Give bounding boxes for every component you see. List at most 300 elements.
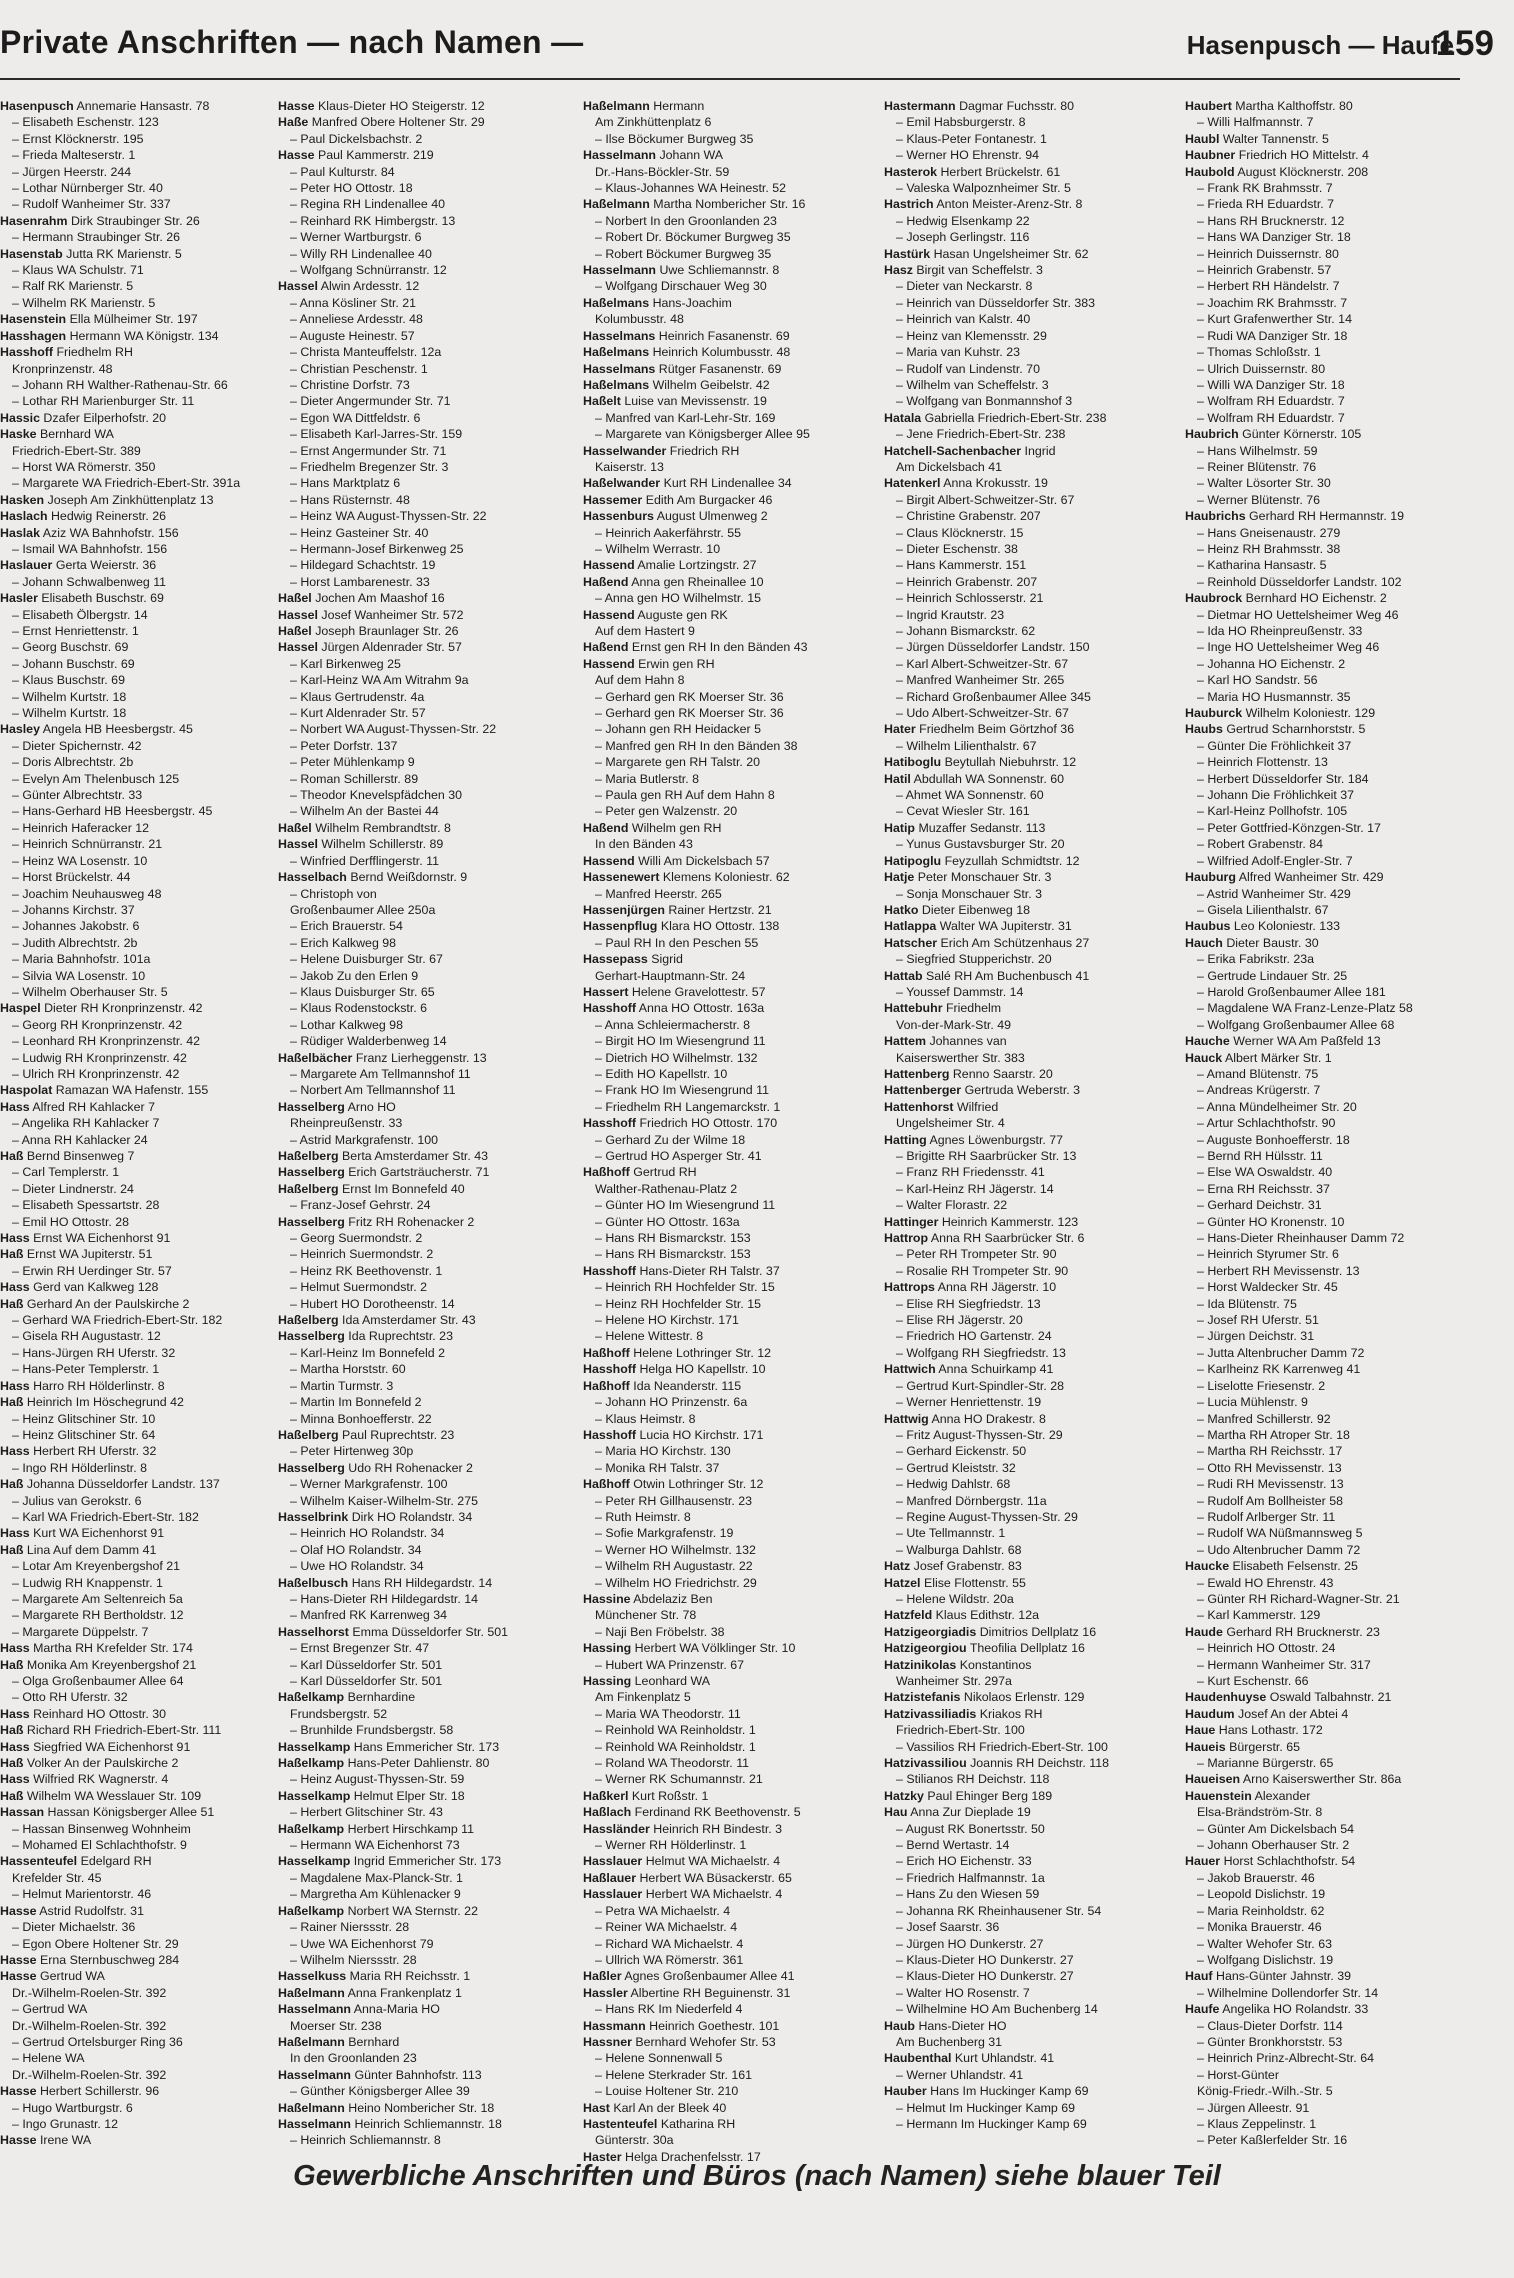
- directory-subentry: – Sofie Markgrafenstr. 19: [595, 1526, 734, 1541]
- entry-details: Josef Grabenstr. 83: [913, 1559, 1022, 1574]
- directory-entry: [884, 1607, 1176, 1623]
- directory-subentry: – Hugo Wartburgstr. 6: [12, 2100, 133, 2115]
- directory-subentry: – Hans Marktplatz 6: [290, 476, 401, 491]
- directory-subentry: Krefelder Str. 45: [12, 1870, 102, 1885]
- directory-entry: [278, 836, 570, 852]
- directory-subentry: – Gertrud WA: [12, 2002, 88, 2017]
- directory-subentry: – Jakob Zu den Erlen 9: [290, 968, 419, 983]
- entry-details: Abdelaziz Ben: [633, 1591, 713, 1606]
- directory-subentry: Ungelsheimer Str. 4: [896, 1116, 1005, 1131]
- entry-details: Willi Am Dickelsbach 57: [638, 853, 770, 868]
- directory-subentry: – Helmut Im Huckinger Kamp 69: [896, 2100, 1076, 2115]
- surname: Hattenberg: [884, 1066, 950, 1081]
- entry-details: Feyzullah Schmidtstr. 12: [944, 853, 1080, 868]
- surname: Hasse: [278, 148, 315, 163]
- directory-subentry: – Ullrich WA Römerstr. 361: [595, 1952, 744, 1967]
- directory-entry: [583, 1345, 875, 1361]
- directory-subentry: – Wilhelm Kaiser-Wilhelm-Str. 275: [290, 1493, 478, 1508]
- directory-subentry: – Peter Mühlenkamp 9: [290, 755, 415, 770]
- directory-subentry: – Heinz RH Hochfelder Str. 15: [595, 1296, 761, 1311]
- entry-details: Reinhard HO Ottostr. 30: [33, 1706, 166, 1721]
- entry-details: Hans-Dieter RH Talstr. 37: [639, 1263, 780, 1278]
- directory-entry: [0, 328, 292, 344]
- surname: Hassend: [583, 558, 635, 573]
- directory-entry: [884, 935, 1176, 951]
- directory-subentry: – Gertrud HO Asperger Str. 41: [595, 1149, 762, 1163]
- directory-subentry: – Hans RH Bismarckstr. 153: [595, 1231, 751, 1246]
- directory-subentry: – Friedrich Halfmannstr. 1a: [896, 1870, 1045, 1885]
- directory-subentry: – Josef RH Uferstr. 51: [1197, 1313, 1319, 1328]
- entry-details: Martha RH Krefelder Str. 174: [33, 1641, 193, 1656]
- directory-subentry: – Werner Markgrafenstr. 100: [290, 1477, 448, 1492]
- entry-details: Luise van Mevissenstr. 19: [624, 394, 767, 409]
- directory-subentry: – Heinz WA Losenstr. 10: [12, 853, 148, 868]
- directory-subentry: – Peter Gottfried-Könzgen-Str. 17: [1197, 820, 1381, 835]
- directory-entry: [1185, 426, 1477, 442]
- directory-entry: [884, 1558, 1176, 1574]
- entry-details: Astrid Rudolfstr. 31: [39, 1903, 144, 1918]
- directory-subentry: – Walter Florastr. 22: [896, 1198, 1008, 1213]
- entry-details: Birgit van Scheffelstr. 3: [916, 263, 1043, 278]
- directory-entry: [884, 443, 1176, 459]
- directory-entry: [884, 1000, 1176, 1016]
- entry-details: Edith Am Burgacker 46: [645, 492, 773, 507]
- entry-details: Jutta RK Marienstr. 5: [66, 246, 182, 261]
- directory-subentry: – Karlheinz RK Karrenweg 41: [1197, 1362, 1361, 1377]
- entry-details: Karl An der Bleek 40: [613, 2100, 727, 2115]
- directory-subentry: – Werner HO Wilhelmstr. 132: [595, 1542, 756, 1557]
- directory-entry: [1185, 164, 1477, 180]
- directory-subentry: – Horst WA Römerstr. 350: [12, 459, 156, 474]
- directory-subentry: – Klaus Buschstr. 69: [12, 673, 125, 688]
- entry-details: Elise Flottenstr. 55: [923, 1575, 1026, 1590]
- directory-subentry: – Claus-Dieter Dorfstr. 114: [1197, 2018, 1343, 2033]
- directory-entry: [884, 410, 1176, 426]
- entry-details: Dirk Straubinger Str. 26: [70, 213, 200, 228]
- directory-column-1: [0, 98, 292, 2148]
- surname: Hassert: [583, 984, 629, 999]
- entry-details: Erwin gen RH: [638, 656, 715, 671]
- directory-subentry: – Heinrich HO Rolandstr. 34: [290, 1526, 445, 1541]
- directory-entry: [0, 1378, 292, 1394]
- directory-subentry: Wanheimer Str. 297a: [896, 1674, 1012, 1688]
- directory-subentry: – Hubert HO Dorotheenstr. 14: [290, 1296, 455, 1311]
- directory-subentry: Günterstr. 30a: [595, 2133, 674, 2148]
- directory-entry: [583, 1788, 875, 1804]
- directory-subentry: – Gertrud Ortelsburger Ring 36: [12, 2034, 183, 2049]
- directory-subentry: – Gerhard WA Friedrich-Ebert-Str. 182: [12, 1313, 223, 1328]
- directory-subentry: – Margretha Am Kühlenacker 9: [290, 1887, 461, 1902]
- directory-subentry: Auf dem Hahn 8: [595, 673, 685, 688]
- directory-subentry: – Wilhelm Werrastr. 10: [595, 541, 721, 556]
- directory-entry: [884, 262, 1176, 278]
- entry-details: Bernhard WA: [39, 427, 114, 442]
- directory-entry: [583, 475, 875, 491]
- surname: Haß: [0, 1477, 24, 1492]
- entry-details: Heinrich Kolumbusstr. 48: [652, 345, 791, 360]
- directory-subentry: – Frank RK Brahmsstr. 7: [1197, 181, 1333, 196]
- directory-entry: [583, 328, 875, 344]
- surname: Hassmann: [583, 2018, 646, 2033]
- directory-entry: [278, 1968, 570, 1984]
- directory-subentry: – Gerhard gen RK Moerser Str. 36: [595, 689, 784, 704]
- entry-details: Kurt WA Eichenhorst 91: [33, 1526, 165, 1541]
- entry-details: Anna Frankenplatz 1: [347, 1985, 462, 2000]
- directory-subentry: – Hassan Binsenweg Wohnheim: [12, 1821, 191, 1836]
- surname: Hauck: [1185, 1050, 1223, 1065]
- directory-subentry: – Inge HO Uettelsheimer Weg 46: [1197, 640, 1380, 655]
- surname: Hasselberg: [278, 1165, 345, 1180]
- directory-entry: [0, 311, 292, 327]
- directory-subentry: – Georg RH Kronprinzenstr. 42: [12, 1017, 183, 1032]
- directory-entry: [0, 1657, 292, 1673]
- directory-subentry: – Ulrich Duissernstr. 80: [1197, 361, 1326, 376]
- entry-details: Dzafer Eilperhofstr. 20: [43, 410, 167, 425]
- surname: Hassner: [583, 2034, 632, 2049]
- directory-entry: [583, 902, 875, 918]
- directory-subentry: – Leonhard RH Kronprinzenstr. 42: [12, 1034, 201, 1049]
- directory-subentry: – Josef Saarstr. 36: [896, 1920, 1000, 1935]
- surname: Hasselkamp: [278, 1739, 351, 1754]
- directory-subentry: – Wilhelmine Dollendorfer Str. 14: [1197, 1985, 1379, 2000]
- directory-subentry: – Ernst Bregenzer Str. 47: [290, 1641, 430, 1656]
- directory-subentry: – Margarete gen RH Talstr. 20: [595, 755, 761, 770]
- page-header: [0, 0, 1514, 78]
- directory-subentry: – Paul Dickelsbachstr. 2: [290, 131, 423, 146]
- directory-subentry: Münchener Str. 78: [595, 1608, 697, 1623]
- directory-subentry: – Erika Fabrikstr. 23a: [1197, 952, 1315, 967]
- surname: Haubl: [1185, 131, 1220, 146]
- directory-subentry: – Rudolf Wanheimer Str. 337: [12, 197, 171, 212]
- directory-subentry: – Manfred Heerstr. 265: [595, 886, 722, 901]
- directory-subentry: – Peter RH Gillhausenstr. 23: [595, 1493, 753, 1508]
- directory-subentry: – Peter Hirtenweg 30p: [290, 1444, 414, 1459]
- directory-entry: [583, 1476, 875, 1492]
- directory-subentry: – Karl-Heinz Im Bonnefeld 2: [290, 1345, 445, 1360]
- directory-subentry: – Heinrich RH Hochfelder Str. 15: [595, 1280, 775, 1295]
- entry-details: Edelgard RH: [80, 1854, 152, 1869]
- directory-subentry: – Minna Bonhoefferstr. 22: [290, 1411, 432, 1426]
- surname: Hatil: [884, 771, 911, 786]
- directory-columns: [0, 98, 1514, 2164]
- surname: Hasenstab: [0, 246, 63, 261]
- entry-details: Bernhard: [348, 2034, 400, 2049]
- directory-subentry: – Lothar RH Marienburger Str. 11: [12, 394, 195, 409]
- entry-details: Ferdinand RK Beethovenstr. 5: [634, 1805, 801, 1820]
- directory-column-2: [278, 98, 570, 2148]
- directory-subentry: – Erna RH Reichsstr. 37: [1197, 1181, 1330, 1196]
- directory-subentry: – Günter RH Richard-Wagner-Str. 21: [1197, 1591, 1400, 1606]
- entry-details: Wilhelm WA Wesslauer Str. 109: [26, 1788, 202, 1803]
- surname: Haspolat: [0, 1083, 53, 1098]
- entry-details: Herbert Schillerstr. 96: [39, 2084, 160, 2099]
- surname: Hauburg: [1185, 870, 1236, 885]
- directory-entry: [884, 98, 1176, 114]
- entry-details: Herbert WA Völklinger Str. 10: [634, 1641, 796, 1656]
- entry-details: Walter Tannenstr. 5: [1222, 131, 1329, 146]
- surname: Hassler: [583, 1985, 628, 2000]
- directory-subentry: – Louise Holtener Str. 210: [595, 2084, 739, 2099]
- directory-entry: [0, 426, 292, 442]
- directory-subentry: – Paula gen RH Auf dem Hahn 8: [595, 788, 775, 803]
- directory-entry: [1185, 147, 1477, 163]
- entry-details: Helmut WA Michaelstr. 4: [645, 1854, 781, 1869]
- directory-subentry: – Werner Henriettenstr. 19: [896, 1395, 1042, 1410]
- surname: Hassic: [0, 410, 40, 425]
- entry-details: Hedwig Reinerstr. 26: [50, 509, 166, 524]
- directory-subentry: – Doris Albrechtstr. 2b: [12, 755, 134, 770]
- directory-subentry: – Werner Blütenstr. 76: [1197, 492, 1321, 507]
- surname: Haubs: [1185, 722, 1223, 737]
- directory-subentry: – Maria WA Theodorstr. 11: [595, 1706, 741, 1721]
- entry-details: Monika Am Kreyenbergshof 21: [26, 1657, 197, 1672]
- directory-subentry: – Rudi WA Danziger Str. 18: [1197, 328, 1348, 343]
- surname: Haß: [0, 1247, 24, 1262]
- surname: Hasslauer: [583, 1854, 643, 1869]
- directory-subentry: – Manfred Wanheimer Str. 265: [896, 673, 1065, 688]
- surname: Hass: [0, 1641, 30, 1656]
- directory-entry: [0, 1804, 292, 1820]
- directory-entry: [0, 1952, 292, 1968]
- surname: Hasselmann: [278, 2116, 352, 2131]
- directory-subentry: – Martin Im Bonnefeld 2: [290, 1395, 422, 1410]
- entry-details: Josef An der Abtei 4: [1238, 1706, 1349, 1721]
- directory-subentry: – Herbert Glitschiner Str. 43: [290, 1805, 443, 1820]
- entry-details: Renno Saarstr. 20: [952, 1066, 1053, 1081]
- surname: Hassenjürgen: [583, 902, 665, 917]
- directory-entry: [278, 1624, 570, 1640]
- directory-subentry: – Hans Gneisenaustr. 279: [1197, 525, 1341, 540]
- surname: Hassan: [0, 1805, 45, 1820]
- entry-details: Ella Mülheimer Str. 197: [69, 312, 198, 327]
- directory-subentry: – Georg Buschstr. 69: [12, 640, 129, 655]
- entry-details: Kriakos RH: [979, 1706, 1043, 1721]
- directory-subentry: – Manfred Schillerstr. 92: [1197, 1411, 1331, 1426]
- directory-entry: [884, 1624, 1176, 1640]
- surname: Haß: [0, 1723, 24, 1738]
- entry-details: Sigrid: [651, 952, 683, 967]
- directory-entry: [884, 968, 1176, 984]
- entry-details: Ida Ruprechtstr. 23: [348, 1329, 453, 1344]
- directory-subentry: – Emil HO Ottostr. 28: [12, 1214, 130, 1229]
- directory-subentry: – Stilianos RH Deichstr. 118: [896, 1772, 1050, 1787]
- surname: Haßelkamp: [278, 1690, 345, 1705]
- directory-subentry: Friedrich-Ebert-Str. 100: [896, 1723, 1025, 1738]
- directory-subentry: In den Groonlanden 23: [290, 2051, 417, 2066]
- entry-details: Uwe Schliemannstr. 8: [659, 263, 780, 278]
- entry-details: Elisabeth Buschstr. 69: [41, 591, 164, 606]
- surname: Hatzistefanis: [884, 1690, 961, 1705]
- directory-subentry: – Youssef Dammstr. 14: [896, 984, 1024, 999]
- directory-subentry: – Reinhard RK Himbergstr. 13: [290, 213, 456, 228]
- surname: Hass: [0, 1378, 30, 1393]
- directory-subentry: – Heinz Glitschiner Str. 64: [12, 1427, 156, 1442]
- surname: Haubert: [1185, 99, 1232, 113]
- surname: Hatzivassiliou: [884, 1756, 967, 1771]
- surname: Hastrich: [884, 197, 934, 212]
- directory-entry: [884, 475, 1176, 491]
- directory-entry: [1185, 1853, 1477, 1869]
- directory-entry: [0, 1279, 292, 1295]
- entry-details: Erna Sternbuschweg 284: [39, 1952, 180, 1967]
- surname: Haude: [1185, 1624, 1223, 1639]
- directory-entry: [583, 574, 875, 590]
- entry-details: Ernst gen RH In den Bänden 43: [631, 640, 808, 655]
- directory-subentry: – Lucia Mühlenstr. 9: [1197, 1395, 1308, 1410]
- directory-entry: [0, 1525, 292, 1541]
- directory-subentry: – Hans-Dieter Rheinhauser Damm 72: [1197, 1231, 1405, 1246]
- directory-entry: [278, 639, 570, 655]
- directory-subentry: – Günter HO Kronenstr. 10: [1197, 1214, 1345, 1229]
- entry-details: Bernd Weißdornstr. 9: [350, 870, 468, 885]
- directory-subentry: – Wilhelm An der Bastei 44: [290, 804, 439, 819]
- directory-subentry: – Anneliese Ardesstr. 48: [290, 312, 423, 327]
- directory-subentry: – Walter Wehofer Str. 63: [1197, 1936, 1332, 1951]
- directory-subentry: – Reinhold Düsseldorfer Landstr. 102: [1197, 574, 1402, 589]
- directory-entry: [0, 1443, 292, 1459]
- surname: Hassenpflug: [583, 919, 658, 934]
- entry-details: Joseph Am Zinkhüttenplatz 13: [47, 492, 214, 507]
- entry-details: Volker An der Paulskirche 2: [26, 1756, 179, 1771]
- entry-details: Udo RH Rohenacker 2: [348, 1460, 473, 1475]
- directory-entry: [884, 902, 1176, 918]
- entry-details: Dieter RH Kronprinzenstr. 42: [44, 1001, 203, 1016]
- directory-subentry: – Willy RH Lindenallee 40: [290, 246, 432, 261]
- surname: Haßelkamp: [278, 1821, 345, 1836]
- directory-entry: [0, 246, 292, 262]
- surname: Hasslauer: [583, 1887, 643, 1902]
- entry-details: Albert Märker Str. 1: [1224, 1050, 1332, 1065]
- directory-subentry: – Heinrich Schlosserstr. 21: [896, 591, 1044, 606]
- directory-entry: [1185, 869, 1477, 885]
- directory-subentry: – Margarete Am Tellmannshof 11: [290, 1066, 471, 1081]
- directory-subentry: – Anna Kösliner Str. 21: [290, 295, 417, 310]
- entry-details: Anna RH Saarbrücker Str. 6: [930, 1231, 1085, 1246]
- surname: Haubold: [1185, 164, 1235, 179]
- directory-subentry: – Sonja Monschauer Str. 3: [896, 886, 1043, 901]
- directory-entry: [278, 1853, 570, 1869]
- directory-entry: [884, 869, 1176, 885]
- directory-entry: [278, 1755, 570, 1771]
- surname: Hassepass: [583, 952, 648, 967]
- entry-details: Johann WA: [659, 148, 724, 163]
- directory-subentry: – Klaus Heimstr. 8: [595, 1411, 696, 1426]
- entry-details: Hassan Königsberger Allee 51: [47, 1805, 215, 1820]
- entry-details: Oswald Talbahnstr. 21: [1269, 1690, 1392, 1705]
- surname: Haßelmann: [583, 99, 650, 113]
- directory-subentry: – Hans WA Danziger Str. 18: [1197, 230, 1351, 245]
- surname: Haueis: [1185, 1739, 1226, 1754]
- directory-subentry: – Werner Wartburgstr. 6: [290, 230, 422, 245]
- directory-entry: [884, 1706, 1176, 1722]
- surname: Hassel: [278, 607, 318, 622]
- running-title-left: Private Anschriften — nach Namen —: [0, 24, 584, 60]
- entry-details: Aziz WA Bahnhofstr. 156: [42, 525, 179, 540]
- directory-subentry: Am Finkenplatz 5: [595, 1690, 691, 1705]
- directory-entry: [583, 1853, 875, 1869]
- surname: Haslauer: [0, 558, 53, 573]
- surname: Hatzivassiliadis: [884, 1706, 977, 1721]
- surname: Hau: [884, 1805, 908, 1820]
- directory-entry: [583, 1804, 875, 1820]
- directory-entry: [583, 1164, 875, 1180]
- surname: Hasselmann: [278, 2067, 352, 2082]
- directory-subentry: – Johanna RK Rheinhausener Str. 54: [896, 1903, 1102, 1918]
- surname: Hatipoglu: [884, 853, 942, 868]
- entry-details: Friedrich HO Ottostr. 170: [639, 1116, 778, 1131]
- directory-entry: [583, 2100, 875, 2116]
- entry-details: Auguste gen RK: [637, 607, 728, 622]
- entry-details: Konstantinos: [959, 1657, 1032, 1672]
- directory-subentry: – Paul Kulturstr. 84: [290, 164, 395, 179]
- surname: Haßelmans: [583, 345, 650, 360]
- entry-details: Emma Düsseldorfer Str. 501: [352, 1624, 509, 1639]
- entry-details: Wilfried RK Wagnerstr. 4: [33, 1772, 169, 1787]
- directory-entry: [583, 361, 875, 377]
- surname: Hasshagen: [0, 328, 67, 343]
- directory-entry: [884, 1033, 1176, 1049]
- directory-entry: [1185, 705, 1477, 721]
- directory-subentry: Dr.-Wilhelm-Roelen-Str. 392: [12, 2067, 167, 2082]
- directory-subentry: – Walter HO Rosenstr. 7: [896, 1985, 1030, 2000]
- surname: Hassenteufel: [0, 1854, 78, 1869]
- directory-entry: [278, 1739, 570, 1755]
- directory-entry: [278, 1575, 570, 1591]
- entry-details: Hermann: [653, 99, 705, 113]
- directory-subentry: Am Zinkhüttenplatz 6: [595, 115, 712, 130]
- entry-details: Gabriella Friedrich-Ebert-Str. 238: [924, 410, 1107, 425]
- surname: Hattrops: [884, 1280, 935, 1295]
- directory-subentry: – Willi Halfmannstr. 7: [1197, 115, 1314, 130]
- directory-subentry: – Norbert In den Groonlanden 23: [595, 213, 777, 228]
- entry-details: Hans RH Hildegardstr. 14: [351, 1575, 493, 1590]
- entry-details: Heinrich RH Bindestr. 3: [653, 1821, 783, 1836]
- surname: Haßhoff: [583, 1345, 630, 1360]
- surname: Hasshoff: [583, 1263, 637, 1278]
- directory-subentry: – Ismail WA Bahnhofstr. 156: [12, 541, 168, 556]
- directory-entry: [1185, 508, 1477, 524]
- entry-details: Albertine RH Beguinenstr. 31: [630, 1985, 791, 2000]
- surname: Hassländer: [583, 1821, 650, 1836]
- directory-entry: [0, 2132, 292, 2148]
- surname: Haßelkamp: [278, 1756, 345, 1771]
- surname: Hattenberger: [884, 1083, 962, 1098]
- directory-subentry: Kaiserswerther Str. 383: [896, 1050, 1025, 1065]
- surname: Haß: [0, 1756, 24, 1771]
- directory-entry: [583, 853, 875, 869]
- directory-subentry: – Jürgen Alleestr. 91: [1197, 2100, 1310, 2115]
- directory-entry: [1185, 1558, 1477, 1574]
- entry-details: Anton Meister-Arenz-Str. 8: [936, 197, 1083, 212]
- entry-details: Heinrich Im Höschegrund 42: [26, 1395, 184, 1410]
- directory-subentry: – Johann HO Prinzenstr. 6a: [595, 1395, 748, 1410]
- surname: Hatscher: [884, 935, 938, 950]
- entry-details: Heinrich Kammerstr. 123: [941, 1214, 1079, 1229]
- surname: Hattem: [884, 1034, 926, 1049]
- entry-details: Gertrud WA: [39, 1969, 105, 1984]
- directory-subentry: – Günter Albrechtstr. 33: [12, 788, 143, 803]
- directory-subentry: Kaiserstr. 13: [595, 459, 664, 474]
- directory-subentry: – Kurt Eschenstr. 66: [1197, 1674, 1309, 1688]
- entry-details: Alfred Wanheimer Str. 429: [1238, 870, 1384, 885]
- directory-subentry: Frundsbergstr. 52: [290, 1706, 388, 1721]
- surname: Haß: [0, 1542, 24, 1557]
- page-number: 159: [1435, 24, 1494, 63]
- directory-entry: [884, 771, 1176, 787]
- directory-subentry: – Margarete Am Seltenreich 5a: [12, 1591, 183, 1606]
- entry-details: Helga HO Kapellstr. 10: [639, 1362, 766, 1377]
- directory-entry: [278, 623, 570, 639]
